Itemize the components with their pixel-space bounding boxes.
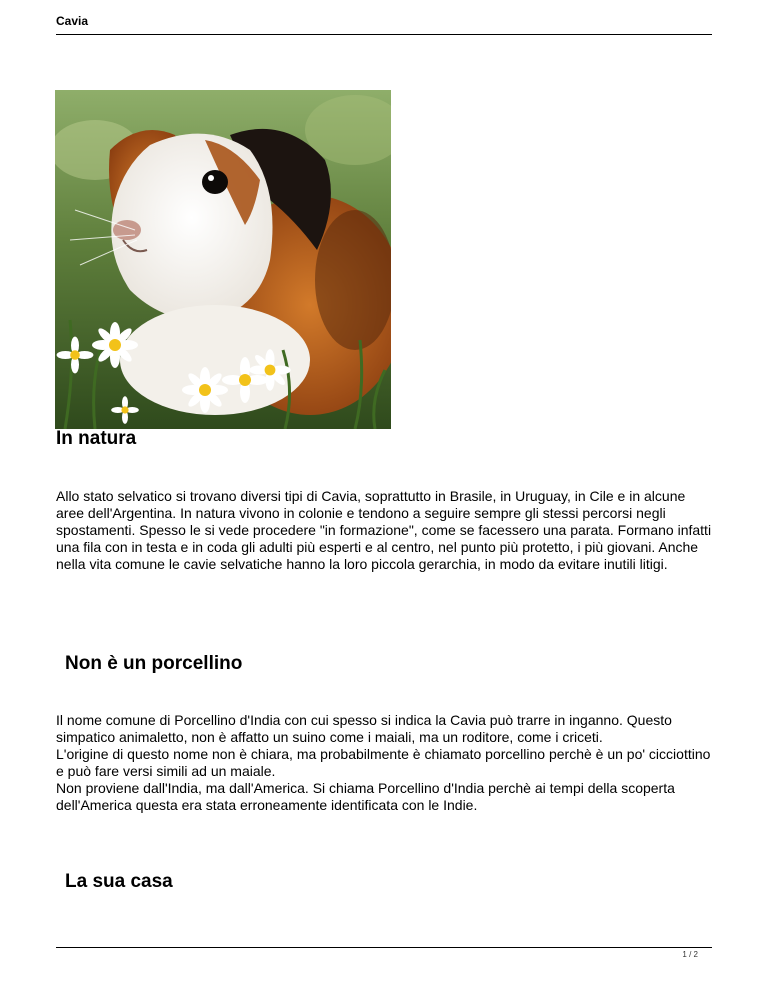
header-divider: [56, 34, 712, 35]
paragraph: L'origine di questo nome non è chiara, ma probabilmente è chiamato porcellino perchè è un po' cicciottino e può fare versi simili ad un maiale.: [56, 746, 711, 779]
section-heading-non-e-un-porcellino: Non è un porcellino: [65, 653, 243, 674]
footer-divider: [56, 947, 712, 948]
section-body-in-natura: [56, 488, 716, 573]
guinea-pig-photo: [55, 90, 391, 429]
page-number: 1 / 2: [682, 950, 698, 959]
section-heading-la-sua-casa: La sua casa: [65, 871, 173, 892]
paragraph: Allo stato selvatico si trovano diversi tipi di Cavia, soprattutto in Brasile, in Uruguay, in Cile e in alcune aree dell'Argentina. In natura vivono in colonie e tendono a seguire sempre gli stessi percorsi negli spostamenti. Spesso le si vede procedere "in formazione", come se facessero una parata. Formano infatti una fila con in testa e in coda gli adulti più esperti e al centro, nel punto più protetto, i più giovani. Anche nella vita comune le cavie selvatiche hanno la loro piccola gerarchia, in modo da evitare inutili litigi.: [56, 488, 712, 572]
paragraph: Il nome comune di Porcellino d'India con cui spesso si indica la Cavia può trarre in inganno. Questo simpatico animaletto, non è affatto un suino come i maiali, ma un roditore, come i criceti.: [56, 712, 672, 745]
section-heading-in-natura: In natura: [56, 428, 137, 449]
section-body-non-e-un-porcellino: [56, 712, 716, 814]
paragraph: Non proviene dall'India, ma dall'America. Si chiama Porcellino d'India perchè ai tempi della scoperta dell'America questa era stata erroneamente identificata con le Indie.: [56, 780, 675, 813]
running-header-title: Cavia: [56, 14, 89, 28]
